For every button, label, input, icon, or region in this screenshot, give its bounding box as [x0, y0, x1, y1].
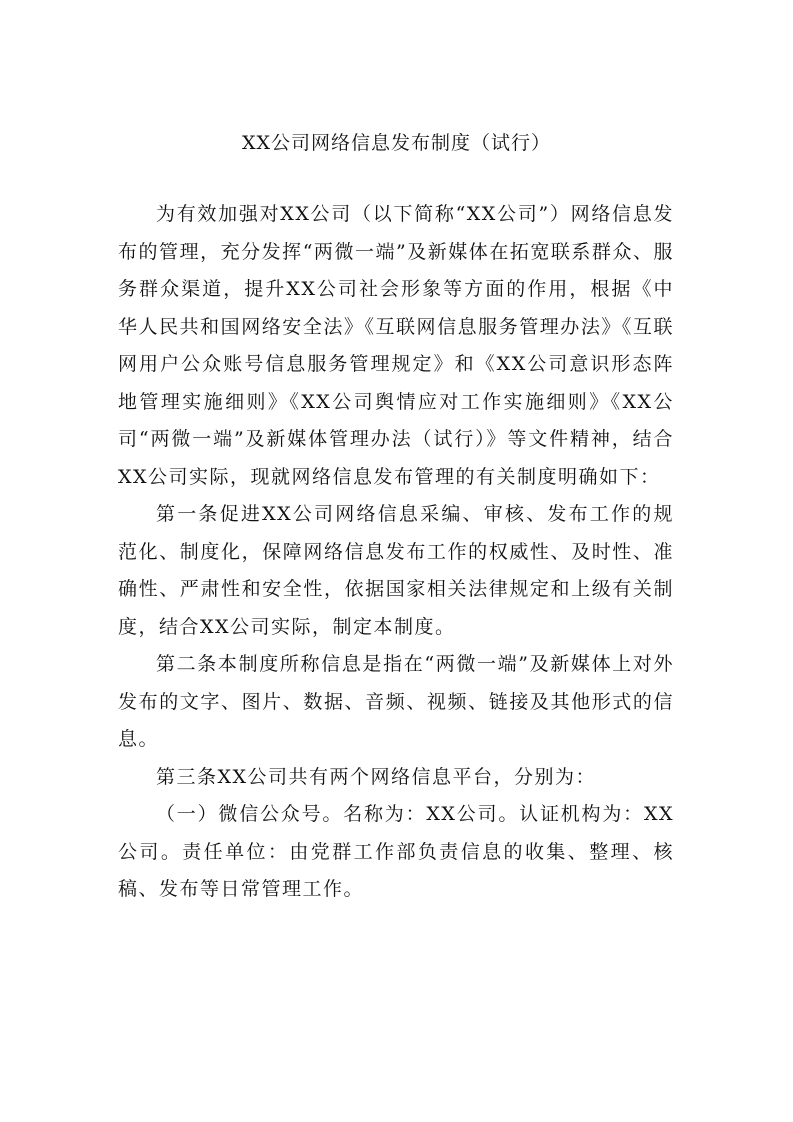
paragraph-preamble: 为有效加强对XX公司（以下简称“XX公司”）网络信息发布的管理，充分发挥“两微一端”及新媒体在拓宽联系群众、服务群众渠道，提升XX公司社会形象等方面的作用，根据《中华人民共和国网络安全法》《互联网信息服务管理办法》《互联网用户公众账号信息服务管理规定》和《XX公司意识形态阵地管理实施细则》《XX公司舆情应对工作实施细则》《XX公司“两微一端”及新媒体管理办法（试行）》等文件精神，结合XX公司实际，现就网络信息发布管理的有关制度明确如下： — [118, 203, 674, 488]
paragraph-article-3: 第三条XX公司共有两个网络信息平台，分别为： — [156, 765, 597, 788]
paragraph-item-1: （一）微信公众号。名称为：XX公司。认证机构为：XX公司。责任单位：由党群工作部负责信息的收集、整理、核稿、发布等日常管理工作。 — [118, 803, 674, 900]
paragraph-article-2: 第二条本制度所称信息是指在“两微一端”及新媒体上对外发布的文字、图片、数据、音频、视频、链接及其他形式的信息。 — [118, 653, 674, 750]
paragraph-article-1: 第一条促进XX公司网络信息采编、审核、发布工作的规范化、制度化，保障网络信息发布工作的权威性、及时性、准确性、严肃性和安全性，依据国家相关法律规定和上级有关制度，结合XX公司实际，制定本制度。 — [118, 503, 674, 638]
document-body — [118, 196, 674, 909]
document-title: XX公司网络信息发布制度（试行） — [241, 132, 552, 154]
